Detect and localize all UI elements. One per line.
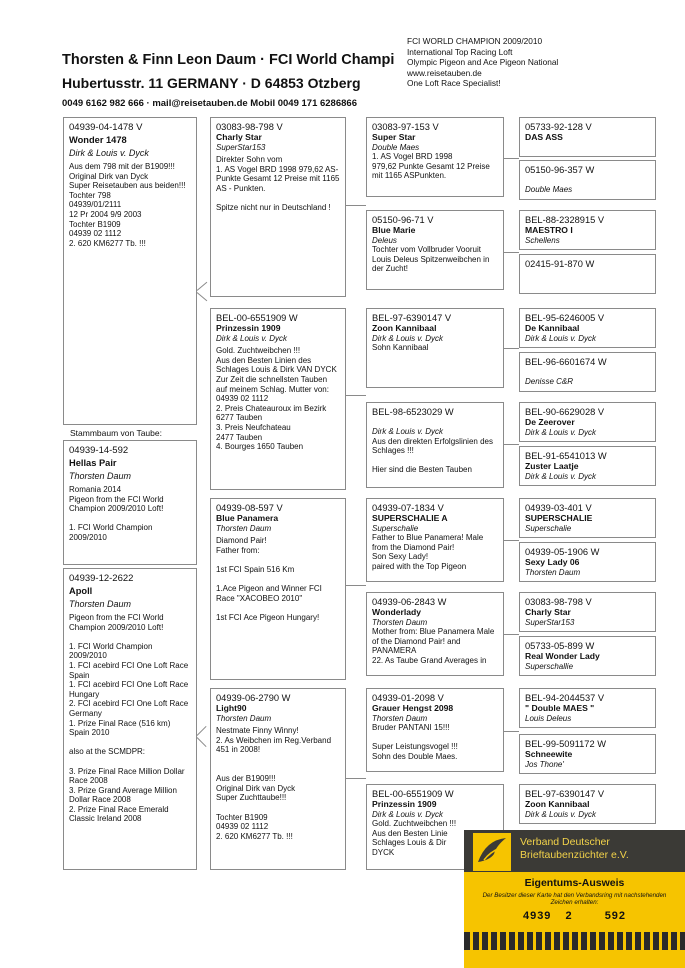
pigeon-card-superschalie-a [366,498,504,582]
owner-name: Double Maes [372,142,420,152]
owner-name: Thorsten Daum [372,713,428,723]
owner-name: Schellens [525,235,560,245]
pigeon-card-super-star [366,117,504,197]
card-pattern [464,932,685,950]
ring-number: 05733-92-128 V [525,122,592,132]
pigeon-card-light90 [210,688,346,870]
pigeon-notes: Father to Blue Panamera! Male from the Diamond Pair! Son Sexy Lady! paired with the Top Pigeon [372,533,484,571]
pigeon-card-hellas-pair [63,440,197,565]
ring-number: 05150-96-357 W [525,165,595,175]
owner-name: Dirk & Louis v. Dyck [525,333,596,343]
connector-line [197,726,207,736]
ring-number: BEL-00-6551909 W [216,313,298,323]
ring-number: 05733-05-899 W [525,641,595,651]
pigeon-notes: 1. AS Vogel BRD 1998 979,62 Punkte Gesamt 12 Preise mit 1165 ASPunkten. [372,152,490,181]
breeder-contact: 0049 6162 982 666 · mail@reisetauben.de Mobil 0049 171 6286866 [62,98,357,109]
owner-name: Denisse C&R [525,377,574,386]
pigeon-card-maestro-i [519,210,656,250]
card-ring-number: 4939 [522,910,552,922]
owner-name: Dirk & Louis v. Dyck [69,148,149,158]
connector-line [197,737,207,747]
pigeon-name: Prinzessin 1909 [372,799,437,809]
pigeon-name: Super Star [372,132,416,142]
pigeon-notes: Pigeon from the FCI World Champion 2009/2010 Loft! 1. FCI World Champion 2009/2010 1. FCI acebird FCI One Loft Race Spain 1. FCI acebird FCI One Loft Race Hungary 2. FCI acebird FCI One Loft Race Germany 1. Prize Final Race (516 km) Spain 2010 also at the SCMDPR: 3. Prize Final Race Million Dollar Race 2008 3. Prize Grand Average Million Dollar Race 2008 2. Prize Final Race Emerald Classic Ireland 2008 [69,613,189,824]
card-header [464,830,685,872]
connector-line [504,158,519,159]
pigeon-card-wonderlady [366,592,504,676]
pigeon-name: Charly Star [216,132,262,142]
pigeon-card-bel-98-6523029 [366,402,504,488]
ring-number: BEL-98-6523029 W [372,407,454,417]
pigeon-notes: Romania 2014 Pigeon from the FCI World Champion 2009/2010 Loft! 1. FCI World Champion 2009/2010 [69,485,164,542]
pigeon-card-double-maes [519,688,656,728]
pigeon-name: Prinzessin 1909 [216,323,281,333]
pigeon-name: Zoon Kannibaal [525,799,590,809]
pigeon-name: Sexy Lady 06 [525,557,580,567]
title-line: Olympic Pigeon and Ace Pigeon National [407,57,559,68]
pigeon-notes: Sohn Kannibaal [372,343,429,353]
breeder-name: Thorsten & Finn Leon Daum · FCI World Champi [62,52,395,68]
website-link[interactable]: www.reisetauben.de [407,67,482,78]
pigeon-notes: Diamond Pair! Father from: 1st FCI Spain 516 Km 1.Ace Pigeon and Winner FCI Race "XACOBEO 2010" 1st FCI Ace Pigeon Hungary! [216,536,322,622]
pigeon-name: SUPERSCHALIE A [372,513,448,523]
card-org-line: Brieftaubenzüchter e.V. [520,849,629,861]
connector-line [346,778,366,779]
ring-number: BEL-91-6541013 W [525,451,607,461]
pigeon-name: Apoll [69,586,93,596]
connector-line [504,540,519,541]
owner-name: SuperStar153 [525,617,575,627]
pigeon-name: Light90 [216,703,247,713]
connector-line [504,252,519,253]
card-org [520,836,629,862]
owner-name: Thorsten Daum [216,523,272,533]
pigeon-card-superschalie [519,498,656,538]
pigeon-logo-icon [472,832,512,872]
connector-line [197,282,208,291]
pigeon-name: Wonderlady [372,607,422,617]
owner-name: Dirk & Louis v. Dyck [216,333,287,343]
owner-name: Thorsten Daum [216,713,272,723]
owner-name: Superschalie [525,523,572,533]
owner-name: Jos Thone' [525,759,564,769]
connector-line [197,292,208,301]
pigeon-notes: Direkter Sohn vom 1. AS Vogel BRD 1998 979,62 AS- Punkte Gesamt 12 Preise mit 1165 AS - Punkten. Spitze nicht nur in Deutschland ! [216,155,340,213]
owner-name: Deleus [372,235,397,245]
owner-name: Louis Deleus [525,713,572,723]
pigeon-card-grauer-hengst [366,688,504,772]
pigeon-card-real-wonder-lady [519,636,656,676]
ring-number: 02415-91-870 W [525,259,595,269]
pigeon-name: De Kannibaal [525,323,580,333]
pigeon-name: Blue Panamera [216,513,279,523]
pigeon-name: De Zeerover [525,417,575,427]
pigeon-notes: Gold. Zuchtweibchen !!! Aus den Besten Linie Schlages Louis & Dir DYCK [372,819,457,857]
pigeon-name: SUPERSCHALIE [525,513,593,523]
owner-name: Dirk & Louis v. Dyck [372,809,443,819]
pigeon-name: Wonder 1478 [69,135,127,145]
owner-name: Double Maes [525,185,573,194]
ring-number: BEL-94-2044537 V [525,693,605,703]
pigeon-name: MAESTRO I [525,225,573,235]
pigeon-card-das-ass [519,117,656,157]
pigeon-card-apoll [63,568,197,870]
pigeon-card-sexy-lady-06 [519,542,656,582]
pigeon-card-02415-91-870 [519,254,656,294]
ring-number: 04939-05-1906 W [525,547,600,557]
card-ring-year: 2 [565,910,573,922]
connector-line [504,444,519,445]
breeder-address: Hubertusstr. 11 GERMANY · D 64853 Otzberg [62,75,361,91]
owner-name: Dirk & Louis v. Dyck [525,809,596,819]
pigeon-notes: Nestmate Finny Winny! 2. As Weibchen im Reg.Verband 451 in 2008! Aus der B1909!!! Original Dirk van Dyck Super Zuchttaube!!! Tochter B1909 04939 02 1112 2. 620 KM6277 Tb. !!! [216,726,332,841]
pigeon-name: Zoon Kannibaal [372,323,437,333]
owner-name: Thorsten Daum [372,617,428,627]
pigeon-name: Grauer Hengst 2098 [372,703,454,713]
card-ring-serial: 592 [604,910,627,922]
pigeon-card-zoon-kannibaal [366,308,504,388]
ring-number: 04939-06-2843 W [372,597,447,607]
pigeon-name: Blue Marie [372,225,416,235]
pigeon-card-05150-96-357 [519,160,656,200]
owner-name: Dirk & Louis v. Dyck [372,427,443,436]
connector-line [346,395,366,396]
connector-line [504,634,519,635]
pigeon-card-zoon-kannibaal-b [519,784,656,824]
pigeon-card-de-zeerover [519,402,656,442]
owner-name: Thorsten Daum [69,471,132,481]
ring-number: BEL-00-6551909 W [372,789,454,799]
pigeon-card-charly-star [210,117,346,297]
ring-number: 04939-03-401 V [525,503,592,513]
ring-number: BEL-99-5091172 W [525,739,606,749]
pigeon-name: Schneewite [525,749,573,759]
pigeon-notes: Aus dem 798 mit der B1909!!! Original Dirk van Dyck Super Reisetauben aus beiden!!! Tochter 798 04939/01/2111 12 Pr 2004 9/9 2003 Tochter B1909 04939 02 1112 2. 620 KM6277 Tb. !!! [69,162,186,248]
ring-number: 03083-98-798 V [525,597,592,607]
pigeon-notes: Bruder PANTANI 15!!! Super Leistungsvogel !!! Sohn des Double Maes. [372,723,458,761]
pigeon-card-blue-marie [366,210,504,290]
pigeon-name: Real Wonder Lady [525,651,600,661]
owner-name: Dirk & Louis v. Dyck [525,471,596,481]
connector-line [346,585,366,586]
ring-number: 05150-96-71 V [372,215,434,225]
ring-number: 04939-08-597 V [216,503,283,513]
pigeon-card-prinzessin-1909 [210,308,346,490]
pigeon-notes: Tochter vom Vollbruder Vooruit Louis Deleus Spitzenweibchen in der Zucht! [372,245,490,274]
owner-name: Dirk & Louis v. Dyck [525,427,596,437]
card-title: Eigentums-Ausweis [524,877,625,889]
title-line: FCI WORLD CHAMPION 2009/2010 [407,36,543,46]
ring-number: 04939-14-592 [69,445,129,456]
pigeon-name [372,418,498,427]
pigeon-card-de-kannibaal [519,308,656,348]
connector-line [504,731,519,732]
owner-name: SuperStar153 [216,142,266,152]
ring-number: 03083-97-153 V [372,122,439,132]
ring-number: BEL-97-6390147 V [525,789,605,799]
ring-number: BEL-90-6629028 V [525,407,605,417]
ring-number: 04939-01-2098 V [372,693,444,703]
pigeon-card-schneewite [519,734,656,774]
pigeon-card-blue-panamera [210,498,346,680]
ring-number: 04939-04-1478 V [69,122,143,133]
ownership-card [464,830,685,968]
title-line: One Loft Race Specialist! [407,78,501,89]
pigeon-notes: Aus den direkten Erfolgslinien des Schlages !!! Hier sind die Besten Tauben [372,436,493,475]
pigeon-name: Charly Star [525,607,571,617]
ring-number: BEL-96-6601674 W [525,357,607,367]
ring-number: 04939-12-2622 [69,573,134,584]
card-org-line: Verband Deutscher [520,836,610,848]
breeder-titles [407,36,558,89]
ring-number: 04939-06-2790 W [216,693,291,703]
owner-name: Dirk & Louis v. Dyck [372,333,443,343]
pigeon-card-wonder-1478 [63,117,197,425]
owner-name: Superschallie [525,661,574,671]
owner-name: Superschalie [372,523,419,533]
pigeon-name [525,176,650,185]
title-line: International Top Racing Loft [407,46,513,57]
ring-number: 04939-07-1834 V [372,503,444,513]
pigeon-notes: Gold. Zuchtweibchen !!! Aus den Besten Linien des Schlages Louis & Dirk VAN DYCK Zur Zeit die schnellsten Tauben auf meinem Schlag. Mutter von: 04939 02 1112 2. Preis Chateauroux im Bezirk 6277 Tauben 3. Preis Neufchateau 2477 Tauben 4. Bourges 1650 Tauben [216,346,337,452]
pigeon-card-charly-star-b [519,592,656,632]
ring-number: BEL-97-6390147 V [372,313,452,323]
owner-name: Thorsten Daum [69,599,132,609]
card-notice: Der Besitzer dieser Karte hat den Verbandsring mit nachstehenden Zeichen erhalten: [482,892,667,907]
pigeon-name [525,368,650,377]
ring-number: BEL-88-2328915 V [525,215,605,225]
pigeon-name: DAS ASS [525,132,563,142]
connector-line [504,348,519,349]
owner-name: Thorsten Daum [525,567,581,577]
ring-number: BEL-95-6246005 V [525,313,605,323]
stammbaum-label: Stammbaum von Taube: [70,428,162,438]
pigeon-name: Hellas Pair [69,458,117,468]
pigeon-card-zuster-laatje [519,446,656,486]
pigeon-name: " Double MAES " [525,703,595,713]
pigeon-notes: Mother from: Blue Panamera Male of the Diamond Pair! and PANAMERA 22. As Taube Grand Averages in [372,627,495,665]
pigeon-card-bel-96-6601674 [519,352,656,392]
card-ring-code [464,910,685,922]
connector-line [346,205,366,206]
pigeon-name: Zuster Laatje [525,461,579,471]
ring-number: 03083-98-798 V [216,122,283,132]
